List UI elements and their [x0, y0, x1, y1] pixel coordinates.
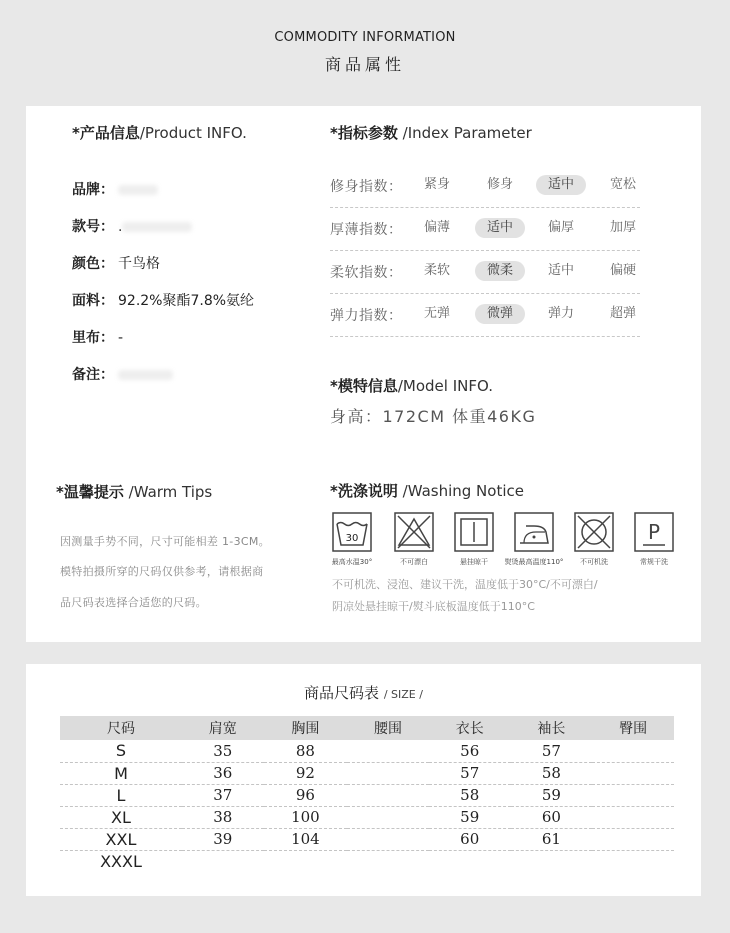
size-chart-title: 商品尺码表 / SIZE / [304, 684, 423, 702]
warm-tips-line: 品尺码表选择合适您的尺码。 [60, 596, 207, 609]
wash-30-icon [332, 512, 372, 552]
svg-text:30: 30 [345, 533, 359, 544]
index-option: 修身 [486, 177, 513, 192]
index-parameter-title: *指标参数 /Index Parameter [330, 124, 532, 142]
col-hip: 臀围 [592, 716, 674, 740]
wash-icon-label: 熨烫最高温度110° [504, 558, 564, 566]
size-table-header [60, 716, 674, 740]
col-shoulder: 肩宽 [182, 716, 264, 740]
size-table [60, 716, 674, 872]
product-row-note: 备注： [72, 364, 173, 384]
index-option: 加厚 [609, 220, 636, 235]
index-option: 超弹 [609, 306, 636, 321]
col-length: 衣长 [429, 716, 511, 740]
svg-text:P: P [647, 520, 661, 544]
col-sleeve: 袖长 [511, 716, 593, 740]
index-option-selected: 适中 [475, 218, 525, 238]
table-row: L 37 96 58 59 [60, 784, 674, 806]
washing-note-line: 阴凉处悬挂晾干/熨斗底板温度低于110°C [332, 600, 535, 613]
index-row-elasticity: 弹力指数： 无弹 微弹 弹力 超弹 [330, 305, 640, 325]
divider [330, 207, 640, 208]
product-row-fabric: 面料： 92.2%聚酯7.8%氨纶 [72, 293, 255, 309]
index-option: 柔软 [423, 263, 450, 278]
index-option: 偏厚 [547, 220, 574, 235]
wash-icon-label: 常规干洗 [640, 558, 668, 566]
wash-icon-label: 悬挂晾干 [460, 558, 488, 566]
index-option: 偏硬 [609, 263, 636, 278]
header-title-cn: 商品属性 [324, 55, 405, 74]
header-title-en: COMMODITY INFORMATION [274, 30, 456, 45]
divider [330, 250, 640, 251]
index-option: 无弹 [423, 306, 450, 321]
wash-icon-label: 最高水温30° [331, 558, 373, 566]
table-row: XXL 39 104 60 61 [60, 828, 674, 850]
index-row-softness: 柔软指数： 柔软 微柔 适中 偏硬 [330, 262, 640, 282]
col-waist: 腰围 [347, 716, 429, 740]
product-row-color: 颜色： 千鸟格 [72, 256, 160, 272]
model-info-title: *模特信息/Model INFO. [330, 377, 493, 395]
index-option-selected: 微弹 [475, 304, 525, 324]
hang-dry-icon [454, 512, 494, 552]
wash-icon-label: 不可漂白 [400, 558, 428, 566]
warm-tips-line: 模特拍摄所穿的尺码仅供参考，请根据商 [60, 565, 264, 578]
product-info-title: *产品信息/Product INFO. [72, 124, 247, 142]
product-row-style-no: 款号： . [72, 216, 192, 236]
product-row-brand: 品牌： [72, 179, 158, 199]
index-option-selected: 微柔 [475, 261, 525, 281]
col-chest: 胸围 [264, 716, 348, 740]
index-option-selected: 适中 [536, 175, 586, 195]
model-info-value: 身高：172CM 体重46KG [330, 407, 537, 426]
wash-icon-label: 不可机洗 [580, 558, 608, 566]
index-option: 偏薄 [423, 220, 450, 235]
index-row-thickness: 厚薄指数： 偏薄 适中 偏厚 加厚 [330, 219, 640, 239]
divider [330, 336, 640, 337]
index-option: 紧身 [423, 177, 450, 192]
col-size: 尺码 [60, 716, 182, 740]
divider [330, 293, 640, 294]
info-card [26, 106, 701, 642]
no-tumble-dry-icon [574, 512, 614, 552]
no-bleach-icon [394, 512, 434, 552]
product-row-lining: 里布： - [72, 330, 124, 346]
index-option: 适中 [547, 263, 574, 278]
size-chart-card [26, 664, 701, 896]
washing-note-line: 不可机洗、浸泡、建议干洗，温度低于30°C/不可漂白/ [332, 578, 598, 591]
table-row: S 35 88 56 57 [60, 740, 674, 762]
index-option: 弹力 [547, 306, 574, 321]
washing-notice-title: *洗涤说明 /Washing Notice [330, 482, 524, 500]
index-row-fit: 修身指数： 紧身 修身 适中 宽松 [330, 176, 640, 196]
table-row: M 36 92 57 58 [60, 762, 674, 784]
table-row: XL 38 100 59 60 [60, 806, 674, 828]
iron-110-icon [514, 512, 554, 552]
dry-clean-p-icon [634, 512, 674, 552]
warm-tips-line: 因测量手势不同，尺寸可能相差 1-3CM。 [60, 535, 270, 548]
index-option: 宽松 [609, 177, 636, 192]
warm-tips-title: *温馨提示 /Warm Tips [56, 483, 213, 501]
table-row: XXXL [100, 851, 142, 871]
